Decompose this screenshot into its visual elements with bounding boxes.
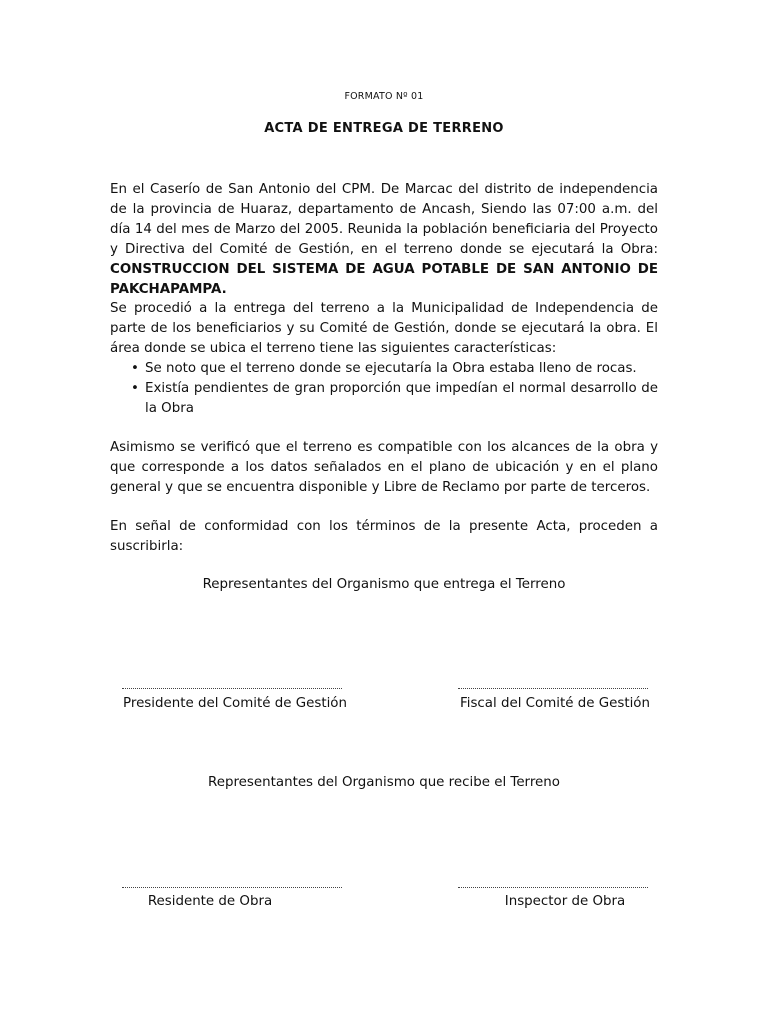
signature-line-president bbox=[122, 688, 342, 689]
receiving-representatives-heading: Representantes del Organismo que recibe el Terreno bbox=[208, 775, 560, 790]
signature-line-inspector bbox=[458, 887, 648, 888]
signature-line-fiscal bbox=[458, 688, 648, 689]
delivery-text: Se procedió a la entrega del terreno a la Municipalidad de Independencia de parte de los beneficiarios y su Comité de Gestión, donde se ejecutará la obra. El área donde se ubica el terreno tiene las siguientes características: bbox=[110, 301, 658, 357]
intro-text: En el Caserío de San Antonio del CPM. De Marcac del distrito de independencia de la provincia de Huaraz, departamento de Ancash, Siendo las 07:00 a.m. del día 14 del mes de Marzo del 2005. Reunida la población beneficiaria del Proyecto y Directiva del Comité de Gestión, en el terreno donde se ejecutará la Obra: bbox=[110, 182, 658, 257]
characteristic-item: • Existía pendientes de gran proporción que impedían el normal desarrollo de la Obra bbox=[131, 379, 658, 419]
conformity-paragraph: En señal de conformidad con los términos de la presente Acta, proceden a suscribirla: bbox=[110, 519, 658, 554]
characteristic-item: • Se noto que el terreno donde se ejecutaría la Obra estaba lleno de rocas. bbox=[131, 359, 658, 379]
signature-label-fiscal: Fiscal del Comité de Gestión bbox=[460, 696, 650, 711]
signature-label-inspector: Inspector de Obra bbox=[504, 894, 626, 909]
format-number: FORMATO Nº 01 bbox=[344, 91, 424, 102]
characteristics-list bbox=[131, 359, 658, 419]
delivering-representatives-heading: Representantes del Organismo que entrega el Terreno bbox=[202, 577, 566, 592]
signature-label-resident: Residente de Obra bbox=[147, 894, 273, 909]
intro-paragraph bbox=[110, 180, 658, 359]
signature-label-president: Presidente del Comité de Gestión bbox=[123, 696, 347, 711]
verification-paragraph: Asimismo se verificó que el terreno es compatible con los alcances de la obra y que corresponde a los datos señalados en el plano de ubicación y en el plano general y que se encuentra disponible y Libre de Reclamo por parte de terceros. bbox=[110, 440, 658, 495]
document-title: ACTA DE ENTREGA DE TERRENO bbox=[264, 121, 504, 136]
project-name: CONSTRUCCION DEL SISTEMA DE AGUA POTABLE DE SAN ANTONIO DE PAKCHAPAMPA. bbox=[110, 261, 658, 297]
signature-line-resident bbox=[122, 887, 342, 888]
